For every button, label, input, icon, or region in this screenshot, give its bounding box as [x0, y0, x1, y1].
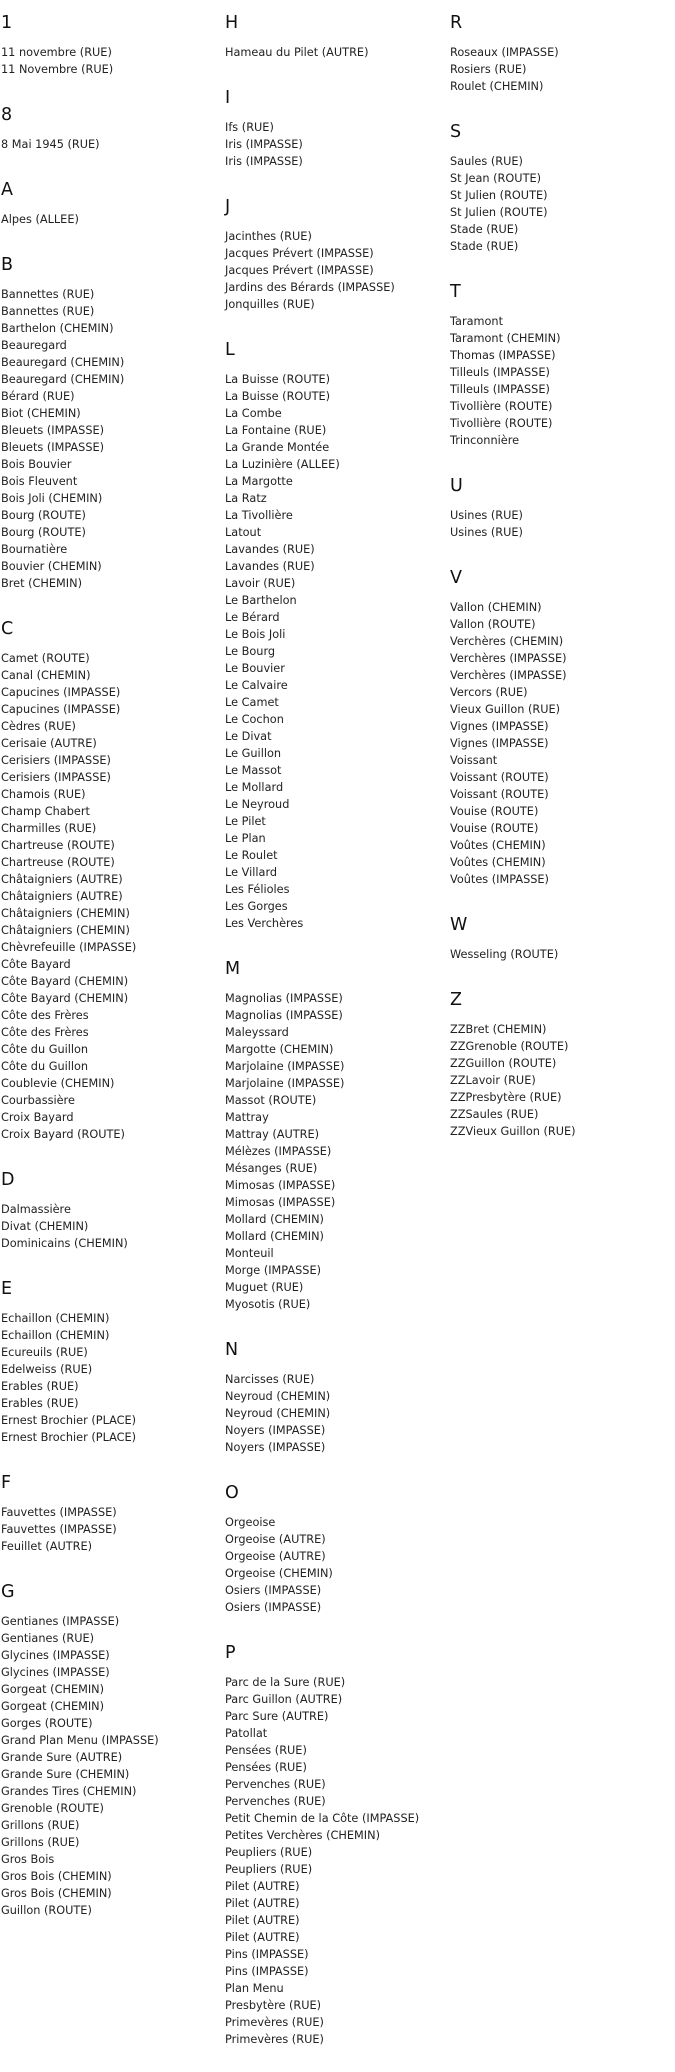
street-entry: Chamois (RUE): [1, 788, 86, 801]
street-entry: Pervenches (RUE): [225, 1778, 326, 1791]
street-entry: Usines (RUE): [450, 509, 523, 522]
section-letter-heading: U: [450, 476, 463, 496]
street-entry: Côte Bayard: [1, 958, 71, 971]
street-entry: Feuillet (AUTRE): [1, 1540, 93, 1553]
street-entry: Gorgeat (CHEMIN): [1, 1683, 105, 1696]
street-entry: Pilet (AUTRE): [225, 1931, 300, 1944]
street-entry: Parc Sure (AUTRE): [225, 1710, 329, 1723]
street-entry: Peupliers (RUE): [225, 1863, 313, 1876]
street-entry: Monteuil: [225, 1247, 274, 1260]
street-entry: Lavoir (RUE): [225, 577, 296, 590]
street-entry: Mésanges (RUE): [225, 1162, 318, 1175]
letter-group: [450, 119, 672, 255]
street-entry: Orgeoise: [225, 1516, 276, 1529]
letter-group: [225, 1337, 447, 1456]
street-entry: Châtaigniers (CHEMIN): [1, 907, 130, 920]
street-entry: Côte des Frères: [1, 1009, 89, 1022]
street-entry: Coublevie (CHEMIN): [1, 1077, 115, 1090]
street-entry: Châtaigniers (CHEMIN): [1, 924, 130, 937]
street-entry: Croix Bayard (ROUTE): [1, 1128, 125, 1141]
street-entry: Pins (IMPASSE): [225, 1948, 309, 1961]
letter-group: [1, 1167, 223, 1252]
street-entry: Le Pilet: [225, 815, 266, 828]
street-entry: Mélèzes (IMPASSE): [225, 1145, 332, 1158]
street-entry: Pensées (RUE): [225, 1744, 307, 1757]
street-entry: Jacinthes (RUE): [225, 230, 312, 243]
street-entry: Châtaigniers (AUTRE): [1, 890, 123, 903]
street-entry: Echaillon (CHEMIN): [1, 1312, 110, 1325]
letter-group: [1, 102, 223, 153]
letter-group: [225, 1480, 447, 1616]
street-entry: Verchères (CHEMIN): [450, 635, 564, 648]
street-entry: Petit Chemin de la Côte (IMPASSE): [225, 1812, 420, 1825]
letter-group: [225, 85, 447, 170]
street-entry: Le Calvaire: [225, 679, 288, 692]
letter-group: [450, 473, 672, 541]
street-entry: Gros Bois (CHEMIN): [1, 1887, 112, 1900]
street-entry: Cerisiers (IMPASSE): [1, 754, 111, 767]
street-entry: Orgeoise (AUTRE): [225, 1550, 326, 1563]
street-entry: Le Bois Joli: [225, 628, 286, 641]
street-entry: Le Massot: [225, 764, 282, 777]
street-entry: Ernest Brochier (PLACE): [1, 1431, 137, 1444]
street-entry: Pilet (AUTRE): [225, 1880, 300, 1893]
street-entry: Beauregard: [1, 339, 67, 352]
street-entry: Vallon (CHEMIN): [450, 601, 542, 614]
street-entry: Grillons (RUE): [1, 1836, 80, 1849]
street-entry: Jacques Prévert (IMPASSE): [225, 264, 374, 277]
street-entry: Parc de la Sure (RUE): [225, 1676, 346, 1689]
street-entry: Le Guillon: [225, 747, 282, 760]
street-entry: Côte Bayard (CHEMIN): [1, 975, 129, 988]
street-entry: Dominicains (CHEMIN): [1, 1237, 128, 1250]
street-entry: Gorges (ROUTE): [1, 1717, 93, 1730]
street-entry: Tilleuls (IMPASSE): [450, 366, 550, 379]
street-entry: Osiers (IMPASSE): [225, 1584, 322, 1597]
street-entry: Voûtes (CHEMIN): [450, 856, 546, 869]
street-entry: Jardins des Bérards (IMPASSE): [225, 281, 395, 294]
street-entry: Gentianes (RUE): [1, 1632, 95, 1645]
street-entry: Châtaigniers (AUTRE): [1, 873, 123, 886]
street-entry: Pensées (RUE): [225, 1761, 307, 1774]
street-entry: Cerisiers (IMPASSE): [1, 771, 111, 784]
street-entry: La Buisse (ROUTE): [225, 390, 331, 403]
street-entry: La Grande Montée: [225, 441, 330, 454]
street-entry: Bannettes (RUE): [1, 288, 95, 301]
street-entry: Gros Bois (CHEMIN): [1, 1870, 112, 1883]
letter-group: [225, 337, 447, 932]
street-entry: Gentianes (IMPASSE): [1, 1615, 120, 1628]
street-entry: Jacques Prévert (IMPASSE): [225, 247, 374, 260]
street-entry: Bleuets (IMPASSE): [1, 441, 105, 454]
street-entry: Le Bérard: [225, 611, 280, 624]
street-entry: Voûtes (IMPASSE): [450, 873, 549, 886]
street-entry: Magnolias (IMPASSE): [225, 992, 343, 1005]
street-entry: Capucines (IMPASSE): [1, 703, 121, 716]
street-entry: Saules (RUE): [450, 155, 523, 168]
street-entry: Vouise (ROUTE): [450, 805, 539, 818]
street-entry: Margotte (CHEMIN): [225, 1043, 334, 1056]
section-letter-heading: H: [225, 13, 239, 33]
street-entry: Camet (ROUTE): [1, 652, 90, 665]
street-entry: Fauvettes (IMPASSE): [1, 1523, 117, 1536]
section-letter-heading: B: [1, 255, 14, 275]
street-entry: Alpes (ALLEE): [1, 213, 79, 226]
street-entry: Verchères (IMPASSE): [450, 652, 567, 665]
street-entry: Bois Joli (CHEMIN): [1, 492, 103, 505]
street-entry: Rosiers (RUE): [450, 63, 527, 76]
street-entry: ZZVieux Guillon (RUE): [450, 1125, 576, 1138]
street-entry: Morge (IMPASSE): [225, 1264, 322, 1277]
street-entry: Bret (CHEMIN): [1, 577, 82, 590]
street-entry: La Margotte: [225, 475, 293, 488]
street-entry: Lavandes (RUE): [225, 543, 315, 556]
letter-group: [450, 987, 672, 1140]
section-letter-heading: W: [450, 915, 468, 935]
letter-group: [1, 1579, 223, 1919]
section-letter-heading: T: [450, 282, 461, 302]
street-entry: Iris (IMPASSE): [225, 155, 303, 168]
street-entry: Le Plan: [225, 832, 266, 845]
letter-group: [450, 279, 672, 449]
street-index-column-3: [450, 10, 672, 1164]
street-entry: Bourg (ROUTE): [1, 526, 86, 539]
street-entry: Divat (CHEMIN): [1, 1220, 89, 1233]
street-entry: Pilet (AUTRE): [225, 1914, 300, 1927]
street-entry: Mimosas (IMPASSE): [225, 1196, 336, 1209]
street-entry: Côte du Guillon: [1, 1060, 89, 1073]
street-entry: Barthelon (CHEMIN): [1, 322, 114, 335]
street-entry: Bleuets (IMPASSE): [1, 424, 105, 437]
street-entry: Mattray (AUTRE): [225, 1128, 320, 1141]
street-entry: Courbassière: [1, 1094, 75, 1107]
street-entry: La Buisse (ROUTE): [225, 373, 331, 386]
street-entry: Pins (IMPASSE): [225, 1965, 309, 1978]
street-entry: Narcisses (RUE): [225, 1373, 315, 1386]
street-entry: Ernest Brochier (PLACE): [1, 1414, 137, 1427]
street-entry: Noyers (IMPASSE): [225, 1424, 326, 1437]
street-entry: Le Villard: [225, 866, 278, 879]
street-entry: Le Barthelon: [225, 594, 297, 607]
street-entry: Les Félioles: [225, 883, 290, 896]
street-entry: Le Neyroud: [225, 798, 290, 811]
section-letter-heading: P: [225, 1643, 236, 1663]
street-entry: Ecureuils (RUE): [1, 1346, 88, 1359]
street-entry: Côte des Frères: [1, 1026, 89, 1039]
street-entry: Grande Sure (CHEMIN): [1, 1768, 130, 1781]
street-entry: Trinconnière: [450, 434, 520, 447]
letter-group: [450, 565, 672, 888]
street-entry: Grillons (RUE): [1, 1819, 80, 1832]
street-entry: Erables (RUE): [1, 1380, 79, 1393]
street-entry: La Tivollière: [225, 509, 293, 522]
street-entry: Vallon (ROUTE): [450, 618, 536, 631]
street-entry: Maleyssard: [225, 1026, 289, 1039]
street-entry: Vercors (RUE): [450, 686, 528, 699]
street-entry: Magnolias (IMPASSE): [225, 1009, 343, 1022]
street-entry: Beauregard (CHEMIN): [1, 356, 125, 369]
street-entry: Stade (RUE): [450, 240, 519, 253]
street-entry: 8 Mai 1945 (RUE): [1, 138, 100, 151]
street-entry: Le Camet: [225, 696, 279, 709]
section-letter-heading: C: [1, 619, 14, 639]
section-letter-heading: Z: [450, 990, 462, 1010]
street-entry: ZZGuillon (ROUTE): [450, 1057, 557, 1070]
street-entry: Vignes (IMPASSE): [450, 720, 549, 733]
letter-group: [1, 10, 223, 78]
letter-group: [1, 252, 223, 592]
street-entry: Mollard (CHEMIN): [225, 1213, 324, 1226]
street-entry: Vieux Guillon (RUE): [450, 703, 561, 716]
street-entry: Orgeoise (CHEMIN): [225, 1567, 333, 1580]
street-entry: Iris (IMPASSE): [225, 138, 303, 151]
street-entry: 11 novembre (RUE): [1, 46, 112, 59]
street-entry: Lavandes (RUE): [225, 560, 315, 573]
street-entry: Pilet (AUTRE): [225, 1897, 300, 1910]
letter-group: [225, 10, 447, 61]
letter-group: [225, 956, 447, 1313]
street-entry: ZZBret (CHEMIN): [450, 1023, 547, 1036]
section-letter-heading: O: [225, 1483, 239, 1503]
street-entry: Croix Bayard: [1, 1111, 74, 1124]
street-entry: Taramont (CHEMIN): [450, 332, 561, 345]
street-entry: Beauregard (CHEMIN): [1, 373, 125, 386]
street-entry: Orgeoise (AUTRE): [225, 1533, 326, 1546]
street-entry: Patollat: [225, 1727, 268, 1740]
street-entry: Primevères (RUE): [225, 2033, 324, 2046]
street-entry: Chèvrefeuille (IMPASSE): [1, 941, 137, 954]
street-entry: Petites Verchères (CHEMIN): [225, 1829, 380, 1842]
street-entry: Tilleuls (IMPASSE): [450, 383, 550, 396]
street-entry: Bourg (ROUTE): [1, 509, 86, 522]
street-entry: Parc Guillon (AUTRE): [225, 1693, 343, 1706]
street-entry: Latout: [225, 526, 262, 539]
street-entry: Vignes (IMPASSE): [450, 737, 549, 750]
street-entry: Le Bourg: [225, 645, 276, 658]
street-entry: Glycines (IMPASSE): [1, 1666, 110, 1679]
letter-group: [1, 177, 223, 228]
street-entry: Le Mollard: [225, 781, 284, 794]
street-entry: La Fontaine (RUE): [225, 424, 327, 437]
street-entry: Chartreuse (ROUTE): [1, 839, 115, 852]
street-entry: Grandes Tires (CHEMIN): [1, 1785, 137, 1798]
street-entry: Capucines (IMPASSE): [1, 686, 121, 699]
street-entry: Neyroud (CHEMIN): [225, 1390, 331, 1403]
street-entry: Cèdres (RUE): [1, 720, 76, 733]
section-letter-heading: E: [1, 1279, 13, 1299]
street-entry: Marjolaine (IMPASSE): [225, 1077, 345, 1090]
street-entry: Voissant: [450, 754, 498, 767]
street-index-column-2: [225, 10, 447, 2072]
street-entry: Roseaux (IMPASSE): [450, 46, 559, 59]
street-entry: Tivollière (ROUTE): [450, 400, 553, 413]
street-entry: Hameau du Pilet (AUTRE): [225, 46, 369, 59]
street-entry: Ifs (RUE): [225, 121, 274, 134]
street-entry: Champ Chabert: [1, 805, 90, 818]
street-entry: Cerisaie (AUTRE): [1, 737, 97, 750]
street-entry: La Combe: [225, 407, 282, 420]
street-entry: Massot (ROUTE): [225, 1094, 317, 1107]
street-entry: Bournatière: [1, 543, 68, 556]
letter-group: [225, 194, 447, 313]
street-entry: La Ratz: [225, 492, 267, 505]
street-index-column-1: [1, 10, 223, 1943]
street-entry: Taramont: [450, 315, 504, 328]
street-entry: Grenoble (ROUTE): [1, 1802, 104, 1815]
street-entry: Tivollière (ROUTE): [450, 417, 553, 430]
section-letter-heading: F: [1, 1473, 12, 1493]
street-entry: Le Cochon: [225, 713, 284, 726]
section-letter-heading: I: [225, 88, 231, 108]
street-entry: Primevères (RUE): [225, 2016, 324, 2029]
street-entry: Bouvier (CHEMIN): [1, 560, 102, 573]
street-entry: Guillon (ROUTE): [1, 1904, 92, 1917]
section-letter-heading: G: [1, 1582, 15, 1602]
street-entry: Le Roulet: [225, 849, 278, 862]
street-entry: Grand Plan Menu (IMPASSE): [1, 1734, 159, 1747]
letter-group: [1, 1470, 223, 1555]
street-entry: Stade (RUE): [450, 223, 519, 236]
street-entry: Glycines (IMPASSE): [1, 1649, 110, 1662]
street-entry: Edelweiss (RUE): [1, 1363, 93, 1376]
street-entry: Biot (CHEMIN): [1, 407, 81, 420]
street-entry: ZZSaules (RUE): [450, 1108, 539, 1121]
street-entry: St Julien (ROUTE): [450, 189, 548, 202]
section-letter-heading: 8: [1, 105, 13, 125]
section-letter-heading: A: [1, 180, 13, 200]
section-letter-heading: L: [225, 340, 235, 360]
street-entry: Le Bouvier: [225, 662, 285, 675]
street-entry: Grande Sure (AUTRE): [1, 1751, 123, 1764]
street-entry: Myosotis (RUE): [225, 1298, 311, 1311]
street-entry: Echaillon (CHEMIN): [1, 1329, 110, 1342]
section-letter-heading: D: [1, 1170, 15, 1190]
section-letter-heading: V: [450, 568, 462, 588]
street-entry: Les Verchères: [225, 917, 304, 930]
street-entry: Voissant (ROUTE): [450, 788, 549, 801]
letter-group: [450, 10, 672, 95]
street-entry: Vouise (ROUTE): [450, 822, 539, 835]
street-entry: Côte Bayard (CHEMIN): [1, 992, 129, 1005]
street-entry: Bannettes (RUE): [1, 305, 95, 318]
street-entry: Bérard (RUE): [1, 390, 75, 403]
letter-group: [1, 1276, 223, 1446]
street-entry: Gros Bois: [1, 1853, 55, 1866]
street-entry: Bois Fleuvent: [1, 475, 78, 488]
street-entry: Neyroud (CHEMIN): [225, 1407, 331, 1420]
section-letter-heading: M: [225, 959, 241, 979]
street-entry: Noyers (IMPASSE): [225, 1441, 326, 1454]
street-entry: Mattray: [225, 1111, 269, 1124]
street-entry: Pervenches (RUE): [225, 1795, 326, 1808]
street-entry: Canal (CHEMIN): [1, 669, 91, 682]
street-entry: Plan Menu: [225, 1982, 284, 1995]
letter-group: [225, 1640, 447, 2048]
street-entry: 11 Novembre (RUE): [1, 63, 114, 76]
street-entry: Thomas (IMPASSE): [450, 349, 556, 362]
street-entry: St Jean (ROUTE): [450, 172, 542, 185]
street-entry: Mollard (CHEMIN): [225, 1230, 324, 1243]
street-entry: Osiers (IMPASSE): [225, 1601, 322, 1614]
street-entry: Voissant (ROUTE): [450, 771, 549, 784]
street-entry: ZZLavoir (RUE): [450, 1074, 536, 1087]
street-entry: Voûtes (CHEMIN): [450, 839, 546, 852]
street-entry: Muguet (RUE): [225, 1281, 304, 1294]
street-entry: ZZPresbytère (RUE): [450, 1091, 562, 1104]
section-letter-heading: N: [225, 1340, 239, 1360]
street-entry: Peupliers (RUE): [225, 1846, 313, 1859]
street-entry: Roulet (CHEMIN): [450, 80, 544, 93]
street-entry: Fauvettes (IMPASSE): [1, 1506, 117, 1519]
street-entry: Charmilles (RUE): [1, 822, 97, 835]
section-letter-heading: S: [450, 122, 462, 142]
street-entry: Verchères (IMPASSE): [450, 669, 567, 682]
street-entry: Jonquilles (RUE): [225, 298, 315, 311]
street-entry: Usines (RUE): [450, 526, 523, 539]
street-entry: ZZGrenoble (ROUTE): [450, 1040, 569, 1053]
street-entry: Bois Bouvier: [1, 458, 72, 471]
street-entry: Marjolaine (IMPASSE): [225, 1060, 345, 1073]
street-entry: Dalmassière: [1, 1203, 71, 1216]
street-entry: Le Divat: [225, 730, 272, 743]
street-entry: Côte du Guillon: [1, 1043, 89, 1056]
letter-group: [1, 616, 223, 1143]
section-letter-heading: R: [450, 13, 463, 33]
street-entry: Mimosas (IMPASSE): [225, 1179, 336, 1192]
street-entry: La Luzinière (ALLEE): [225, 458, 340, 471]
street-entry: Erables (RUE): [1, 1397, 79, 1410]
street-entry: St Julien (ROUTE): [450, 206, 548, 219]
street-entry: Gorgeat (CHEMIN): [1, 1700, 105, 1713]
street-entry: Presbytère (RUE): [225, 1999, 322, 2012]
section-letter-heading: J: [225, 197, 231, 217]
letter-group: [450, 912, 672, 963]
street-entry: Wesseling (ROUTE): [450, 948, 559, 961]
street-entry: Les Gorges: [225, 900, 288, 913]
street-entry: Chartreuse (ROUTE): [1, 856, 115, 869]
section-letter-heading: 1: [1, 13, 13, 33]
